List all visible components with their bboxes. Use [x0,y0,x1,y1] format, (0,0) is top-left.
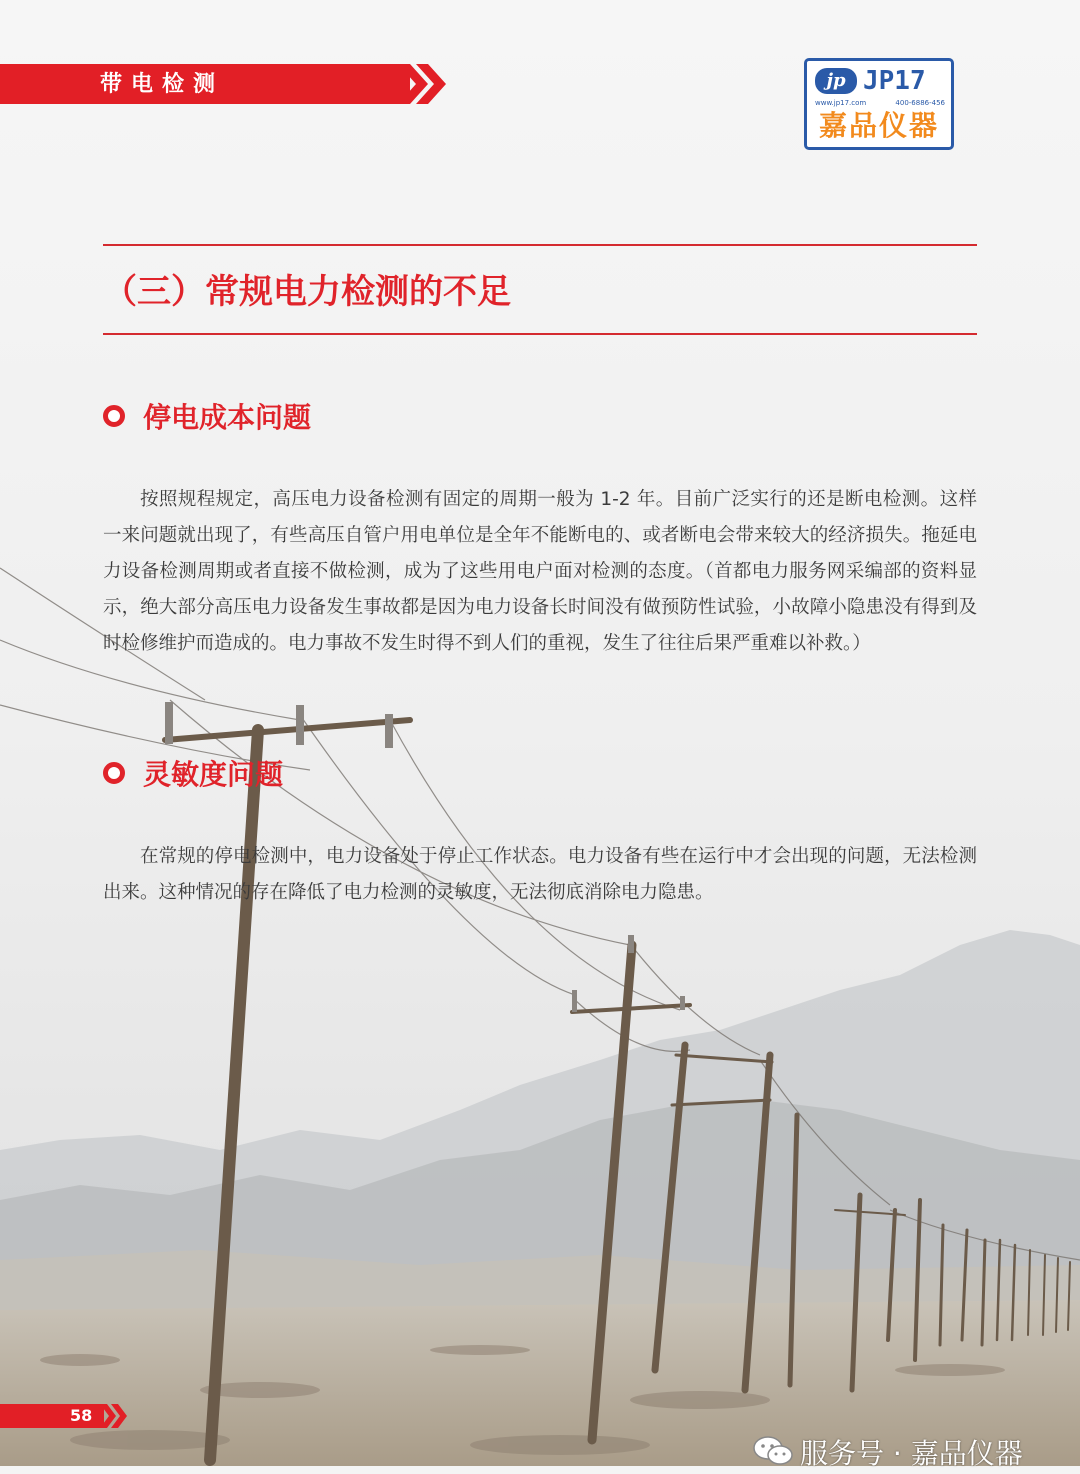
logo-contact [815,99,945,107]
subheading-power-cost [103,396,311,436]
bullet-icon [103,762,125,784]
title-rule-top [103,244,977,246]
bullet-icon [103,405,125,427]
brand-logo [804,58,954,150]
subheading-text: 灵敏度问题 [143,758,284,791]
title-rule-bottom [103,333,977,335]
logo-phone: 400-6886-456 [895,99,945,107]
subheading-text: 停电成本问题 [143,401,312,434]
chevron-right-icon [100,1404,130,1428]
section-label: 带电检测 [100,72,225,97]
logo-name: 嘉品仪器 [818,109,939,142]
logo-mark: jp [815,68,857,94]
wechat-icon [752,1434,794,1468]
chevron-right-icon [398,64,452,104]
subheading-sensitivity [103,753,283,793]
paragraph-power-cost: 按照规程规定，高压电力设备检测有固定的周期一般为 1-2 年。目前广泛实行的还是断电检测。这样一来问题就出现了，有些高压自管户用电单位是全年不能断电的、或者断电会带来较大的经济损失。拖延电力设备检测周期或者直接不做检测，成为了这些用电户面对检测的态度。（首都电力服务网采编部的资料显示，绝大部分高压电力设备发生事故都是因为电力设备长时间没有做预防性试验，小故障小隐患没有得到及时检修维护而造成的。电力事故不发生时得不到人们的重视，发生了往往后果严重难以补救。） [103,489,977,654]
logo-code: JP17 [863,66,926,96]
paragraph-sensitivity: 在常规的停电检测中，电力设备处于停止工作状态。电力设备有些在运行中才会出现的问题，无法检测出来。这种情况的存在降低了电力检测的灵敏度，无法彻底消除电力隐患。 [103,846,977,903]
page-title: （三）常规电力检测的不足 [103,272,511,312]
logo-website: www.jp17.com [815,99,867,107]
page-number: 58 [70,1406,93,1425]
watermark: 服务号 · 嘉品仪器 [800,1437,1023,1470]
